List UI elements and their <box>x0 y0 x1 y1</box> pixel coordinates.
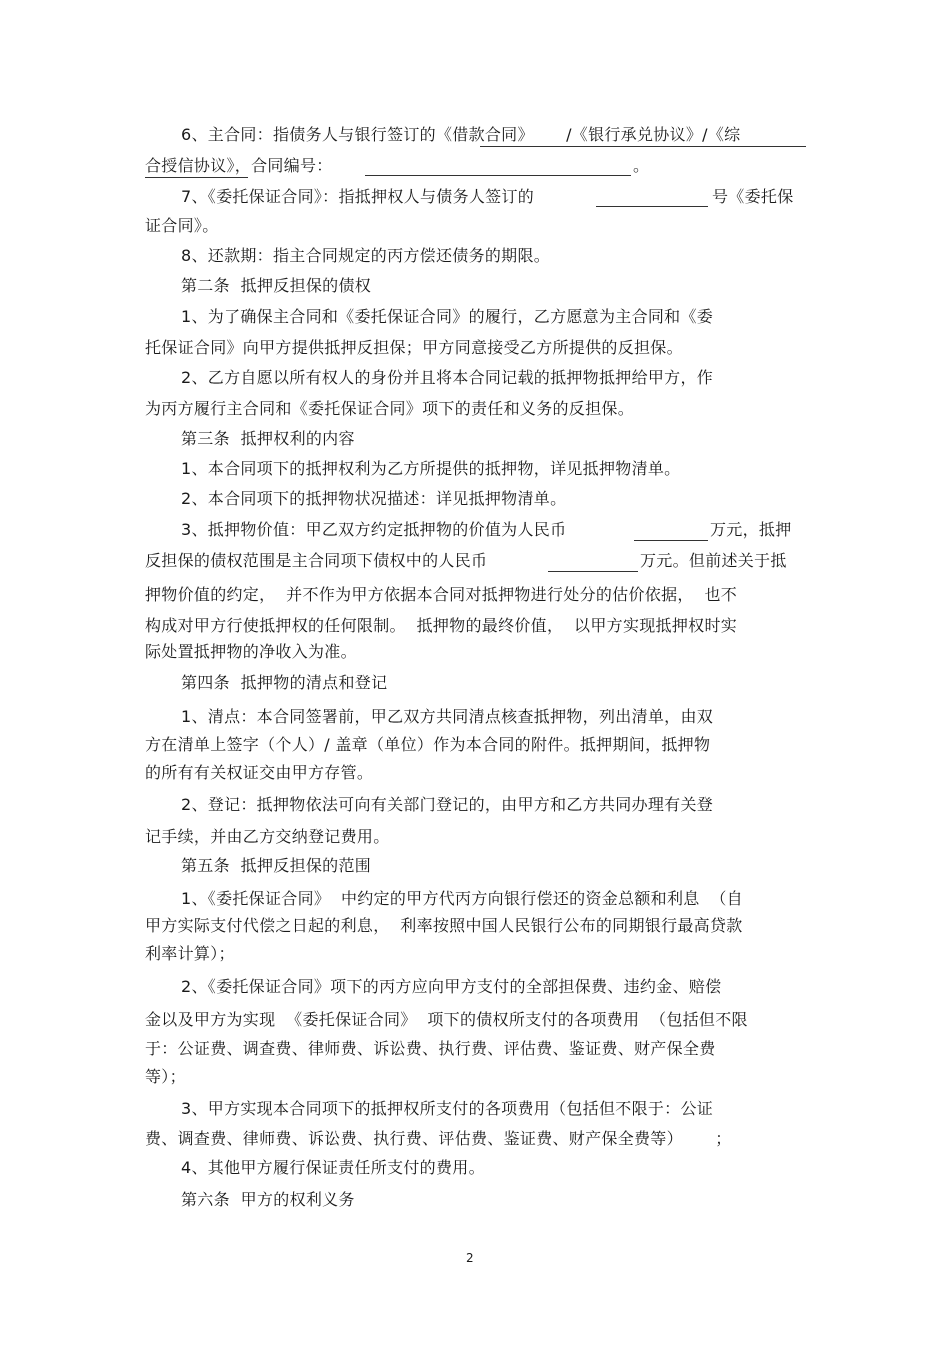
clause-7-line-1-end: 号《委托保 <box>712 187 794 206</box>
article-3-item-3-line-2: 反担保的债权范围是主合同项下债权中的人民币 <box>145 551 488 570</box>
article-3-item-3-line-2-end: 万元。但前述关于抵 <box>640 551 787 570</box>
article-4-heading: 第四条 抵押物的清点和登记 <box>181 673 388 692</box>
article-3-item-2: 2、本合同项下的抵押物状况描述：详见抵押物清单。 <box>181 489 567 508</box>
article-4-item-2-line-1: 2、登记：抵押物依法可向有关部门登记的，由甲方和乙方共同办理有关登 <box>181 795 714 814</box>
article-2-heading: 第二条 抵押反担保的债权 <box>181 276 372 295</box>
article-3-item-3-line-5: 际处置抵押物的净收入为准。 <box>145 642 357 661</box>
article-3-item-3-line-3: 押物价值的约定， 并不作为甲方依据本合同对抵押物进行处分的估价依据， 也不 <box>145 585 738 604</box>
article-5-item-1-line-1: 1、《委托保证合同》 中约定的甲方代丙方向银行偿还的资金总额和利息 （自 <box>181 889 743 908</box>
clause-6-end: 。 <box>633 156 650 175</box>
contract-number-blank <box>365 175 631 176</box>
article-5-item-1-line-3: 利率计算）； <box>145 944 235 963</box>
article-3-item-3-line-4: 构成对甲方行使抵押权的任何限制。 抵押物的最终价值， 以甲方实现抵押权时实 <box>145 616 738 635</box>
article-4-item-2-line-2: 记手续，并由乙方交纳登记费用。 <box>145 827 390 846</box>
clause-7-line-2: 证合同》。 <box>145 216 219 235</box>
article-5-item-1-line-2: 甲方实际支付代偿之日起的利息， 利率按照中国人民银行公布的同期银行最高贷款 <box>145 916 743 935</box>
article-5-item-3-line-2: 费、调查费、律师费、诉讼费、执行费、评估费、鉴证费、财产保全费等） ； <box>145 1129 732 1148</box>
underline-main-contracts <box>480 146 806 147</box>
page-number: 2 <box>466 1251 474 1265</box>
clause-6-line-2: 合授信协议》，合同编号： <box>145 156 333 175</box>
article-4-item-1-line-1: 1、清点：本合同签署前，甲乙双方共同清点核查抵押物，列出清单，由双 <box>181 707 714 726</box>
article-6-heading: 第六条 甲方的权利义务 <box>181 1190 355 1209</box>
clause-8: 8、还款期：指主合同规定的丙方偿还债务的期限。 <box>181 246 551 265</box>
underline-credit-agreement <box>145 177 248 178</box>
article-5-item-2-line-4: 等）； <box>145 1067 186 1086</box>
clause-7-line-1: 7、《委托保证合同》：指抵押权人与债务人签订的 <box>181 187 535 206</box>
claim-amount-blank <box>548 571 638 572</box>
article-4-item-1-line-3: 的所有有关权证交由甲方存管。 <box>145 763 374 782</box>
article-5-item-2-line-1: 2、《委托保证合同》项下的丙方应向甲方支付的全部担保费、违约金、赔偿 <box>181 977 722 996</box>
guarantee-number-blank <box>596 206 708 207</box>
clause-6-line-1: 6、主合同：指债务人与银行签订的《借款合同》 /《银行承兑协议》/《综 <box>181 125 741 144</box>
article-5-item-4: 4、其他甲方履行保证责任所支付的费用。 <box>181 1158 485 1177</box>
article-3-item-3-line-1: 3、抵押物价值：甲乙双方约定抵押物的价值为人民币 <box>181 520 567 539</box>
article-2-item-1-line-1: 1、为了确保主合同和《委托保证合同》的履行，乙方愿意为主合同和《委 <box>181 307 714 326</box>
article-5-item-3-line-1: 3、甲方实现本合同项下的抵押权所支付的各项费用（包括但不限于：公证 <box>181 1099 714 1118</box>
article-2-item-1-line-2: 托保证合同》向甲方提供抵押反担保；甲方同意接受乙方所提供的反担保。 <box>145 338 683 357</box>
article-5-item-2-line-3: 于：公证费、调查费、律师费、诉讼费、执行费、评估费、鉴证费、财产保全费 <box>145 1039 716 1058</box>
article-3-item-1: 1、本合同项下的抵押权利为乙方所提供的抵押物，详见抵押物清单。 <box>181 459 681 478</box>
article-5-item-2-line-2: 金以及甲方为实现 《委托保证合同》 项下的债权所支付的各项费用 （包括但不限 <box>145 1010 748 1029</box>
collateral-value-blank <box>634 540 708 541</box>
article-2-item-2-line-1: 2、乙方自愿以所有权人的身份并且将本合同记载的抵押物抵押给甲方，作 <box>181 368 714 387</box>
article-5-heading: 第五条 抵押反担保的范围 <box>181 856 372 875</box>
article-3-heading: 第三条 抵押权利的内容 <box>181 429 355 448</box>
article-2-item-2-line-2: 为丙方履行主合同和《委托保证合同》项下的责任和义务的反担保。 <box>145 399 635 418</box>
article-4-item-1-line-2: 方在清单上签字（个人）/ 盖章（单位）作为本合同的附件。抵押期间，抵押物 <box>145 735 711 754</box>
article-3-item-3-line-1-end: 万元，抵押 <box>710 520 792 539</box>
